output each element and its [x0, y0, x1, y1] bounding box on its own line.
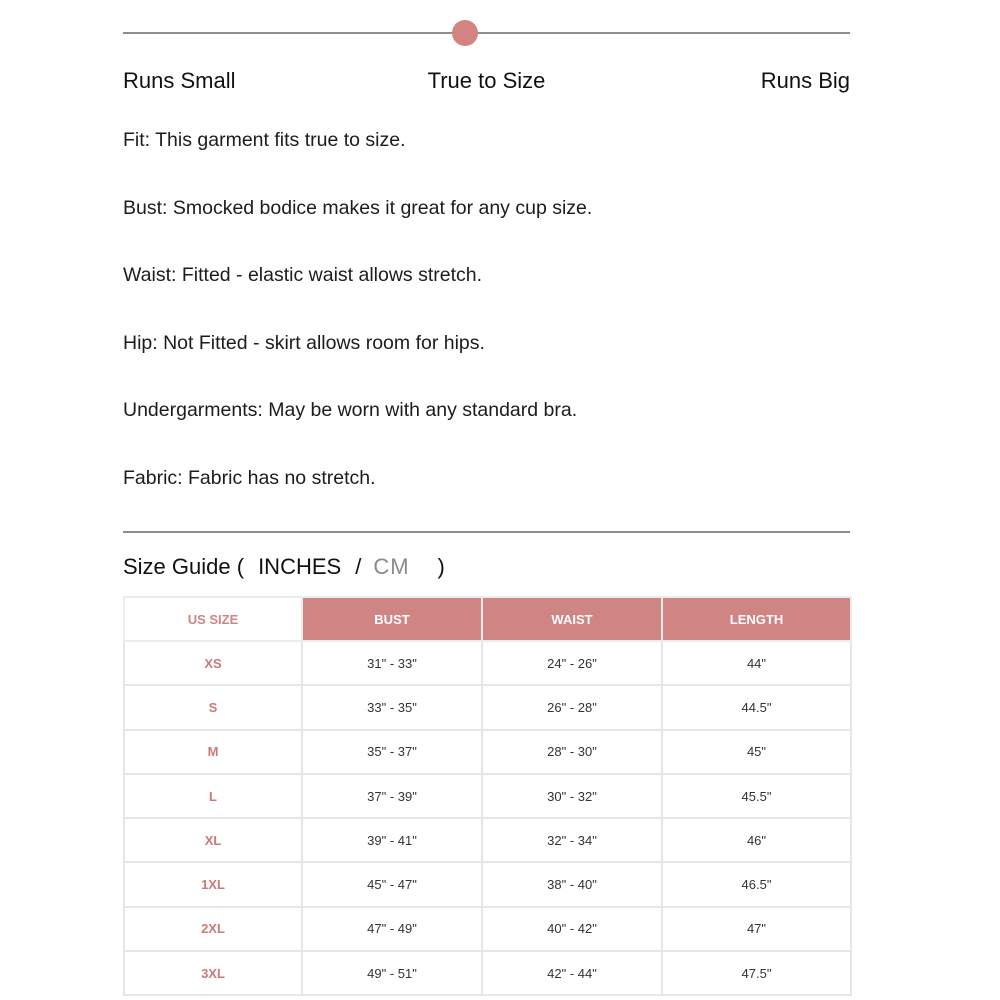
size-cell: 3XL	[124, 951, 302, 995]
unit-separator: /	[355, 554, 362, 579]
waist-cell: 28" - 30"	[482, 730, 662, 774]
column-header-waist: WAIST	[482, 597, 662, 641]
bust-cell: 45" - 47"	[302, 862, 482, 906]
length-cell: 45"	[662, 730, 851, 774]
size-guide-close-paren: )	[437, 554, 445, 579]
column-header-bust: BUST	[302, 597, 482, 641]
bust-cell: 35" - 37"	[302, 730, 482, 774]
table-row	[124, 774, 851, 818]
size-cell: XS	[124, 641, 302, 685]
table-row	[124, 730, 851, 774]
table-row	[124, 818, 851, 862]
size-guide-table	[123, 596, 852, 996]
length-cell: 47"	[662, 907, 851, 951]
bust-cell: 49" - 51"	[302, 951, 482, 995]
detail-bust: Bust: Smocked bodice makes it great for any cup size.	[123, 196, 593, 219]
column-header-length: LENGTH	[662, 597, 851, 641]
unit-toggle-inches[interactable]: INCHES	[258, 554, 342, 579]
size-cell: 2XL	[124, 907, 302, 951]
detail-fabric: Fabric: Fabric has no stretch.	[123, 466, 376, 489]
waist-cell: 24" - 26"	[482, 641, 662, 685]
waist-cell: 32" - 34"	[482, 818, 662, 862]
fit-label-runs-big: Runs Big	[760, 68, 850, 93]
bust-cell: 33" - 35"	[302, 685, 482, 729]
length-cell: 44.5"	[662, 685, 851, 729]
bust-cell: 31" - 33"	[302, 641, 482, 685]
waist-cell: 40" - 42"	[482, 907, 662, 951]
column-header-us-size: US SIZE	[124, 597, 302, 641]
bust-cell: 47" - 49"	[302, 907, 482, 951]
length-cell: 46"	[662, 818, 851, 862]
detail-undergarments: Undergarments: May be worn with any standard bra.	[123, 399, 578, 421]
bust-cell: 37" - 39"	[302, 774, 482, 818]
fit-label-runs-small: Runs Small	[123, 68, 236, 93]
fit-scale	[123, 16, 850, 96]
detail-waist: Waist: Fitted - elastic waist allows stretch.	[123, 264, 483, 286]
size-cell: M	[124, 730, 302, 774]
length-cell: 46.5"	[662, 862, 851, 906]
size-cell: L	[124, 774, 302, 818]
table-row	[124, 951, 851, 995]
table-row	[124, 685, 851, 729]
length-cell: 47.5"	[662, 951, 851, 995]
length-cell: 45.5"	[662, 774, 851, 818]
length-cell: 44"	[662, 641, 851, 685]
size-cell: 1XL	[124, 862, 302, 906]
fit-details	[123, 126, 850, 531]
section-divider	[123, 531, 850, 533]
waist-cell: 38" - 40"	[482, 862, 662, 906]
waist-cell: 26" - 28"	[482, 685, 662, 729]
fit-scale-track	[123, 32, 850, 34]
fit-label-true-to-size: True to Size	[427, 68, 546, 93]
unit-toggle-cm[interactable]: CM	[373, 554, 410, 579]
size-cell: XL	[124, 818, 302, 862]
fit-scale-marker	[452, 20, 478, 46]
table-row	[124, 641, 851, 685]
size-cell: S	[124, 685, 302, 729]
detail-hip: Hip: Not Fitted - skirt allows room for hips.	[123, 331, 485, 354]
waist-cell: 30" - 32"	[482, 774, 662, 818]
table-row	[124, 907, 851, 951]
table-row	[124, 862, 851, 906]
size-table-header-row	[124, 597, 851, 641]
size-guide-title: Size Guide (	[123, 554, 245, 579]
size-guide-heading	[123, 552, 445, 582]
waist-cell: 42" - 44"	[482, 951, 662, 995]
bust-cell: 39" - 41"	[302, 818, 482, 862]
detail-fit: Fit: This garment fits true to size.	[123, 129, 406, 151]
